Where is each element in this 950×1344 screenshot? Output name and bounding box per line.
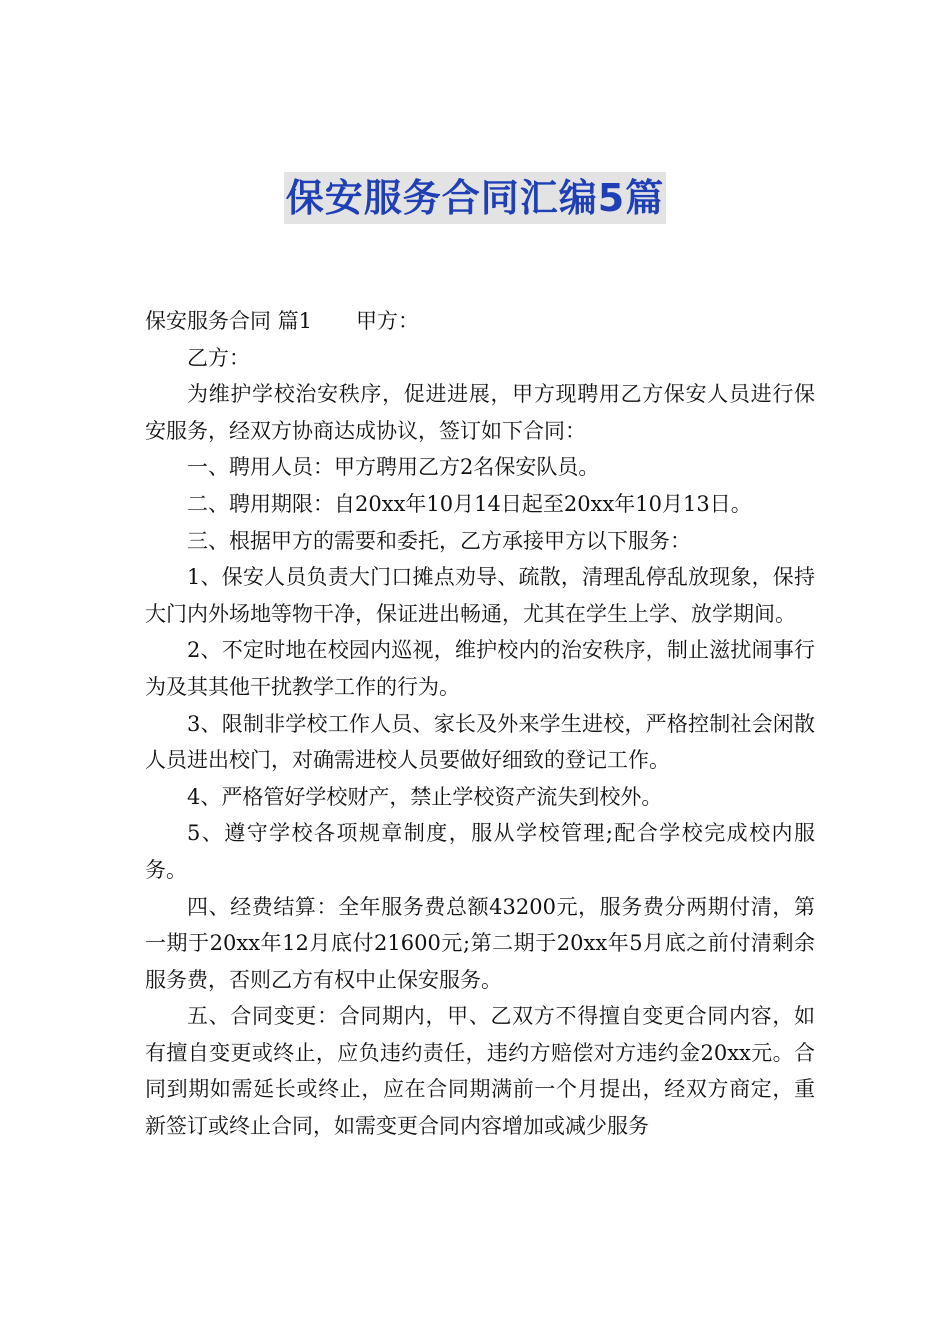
paragraph: 五、合同变更：合同期内，甲、乙双方不得擅自变更合同内容，如有擅自变更或终止，应负违约责任，违约方赔偿对方违约金20xx元。合同到期如需延长或终止，应在合同期满前一个月提出，经双方商定，重新签订或终止合同，如需变更合同内容增加或减少服务 <box>145 1004 815 1139</box>
contract-heading-line <box>145 303 815 340</box>
paragraph: 4、严格管好学校财产，禁止学校资产流失到校外。 <box>187 784 663 809</box>
party-a-label: 甲方： <box>356 309 420 333</box>
paragraph: 1、保安人员负责大门口摊点劝导、疏散，清理乱停乱放现象，保持大门内外场地等物干净，保证进出畅通，尤其在学生上学、放学期间。 <box>145 565 815 626</box>
paragraph: 三、根据甲方的需要和委托，乙方承接甲方以下服务： <box>187 528 691 553</box>
paragraph: 3、限制非学校工作人员、家长及外来学生进校，严格控制社会闲散人员进出校门，对确需进校人员要做好细致的登记工作。 <box>145 711 815 773</box>
paragraph: 乙方： <box>187 345 250 370</box>
paragraph: 一、聘用人员：甲方聘用乙方2名保安队员。 <box>187 455 600 480</box>
paragraph: 2、不定时地在校园内巡视，维护校内的治安秩序，制止滋扰闹事行为及其其他干扰教学工作的行为。 <box>145 638 815 699</box>
paragraph: 四、经费结算：全年服务费总额43200元，服务费分两期付清，第一期于20xx年12月底付21600元;第二期于20xx年5月底之前付清剩余服务费，否则乙方有权中止保安服务。 <box>145 894 815 992</box>
paragraph: 5、遵守学校各项规章制度，服从学校管理;配合学校完成校内服务。 <box>145 821 815 882</box>
paragraph: 为维护学校治安秩序，促进进展，甲方现聘用乙方保安人员进行保安服务，经双方协商达成协议，签订如下合同： <box>145 382 815 443</box>
document-title: 保安服务合同汇编5篇 <box>284 172 666 224</box>
contract-heading: 保安服务合同 篇1 <box>145 309 313 333</box>
title-container <box>0 172 950 224</box>
document-body <box>145 303 815 1145</box>
paragraph: 二、聘用期限：自20xx年10月14日起至20xx年10月13日。 <box>187 491 752 516</box>
